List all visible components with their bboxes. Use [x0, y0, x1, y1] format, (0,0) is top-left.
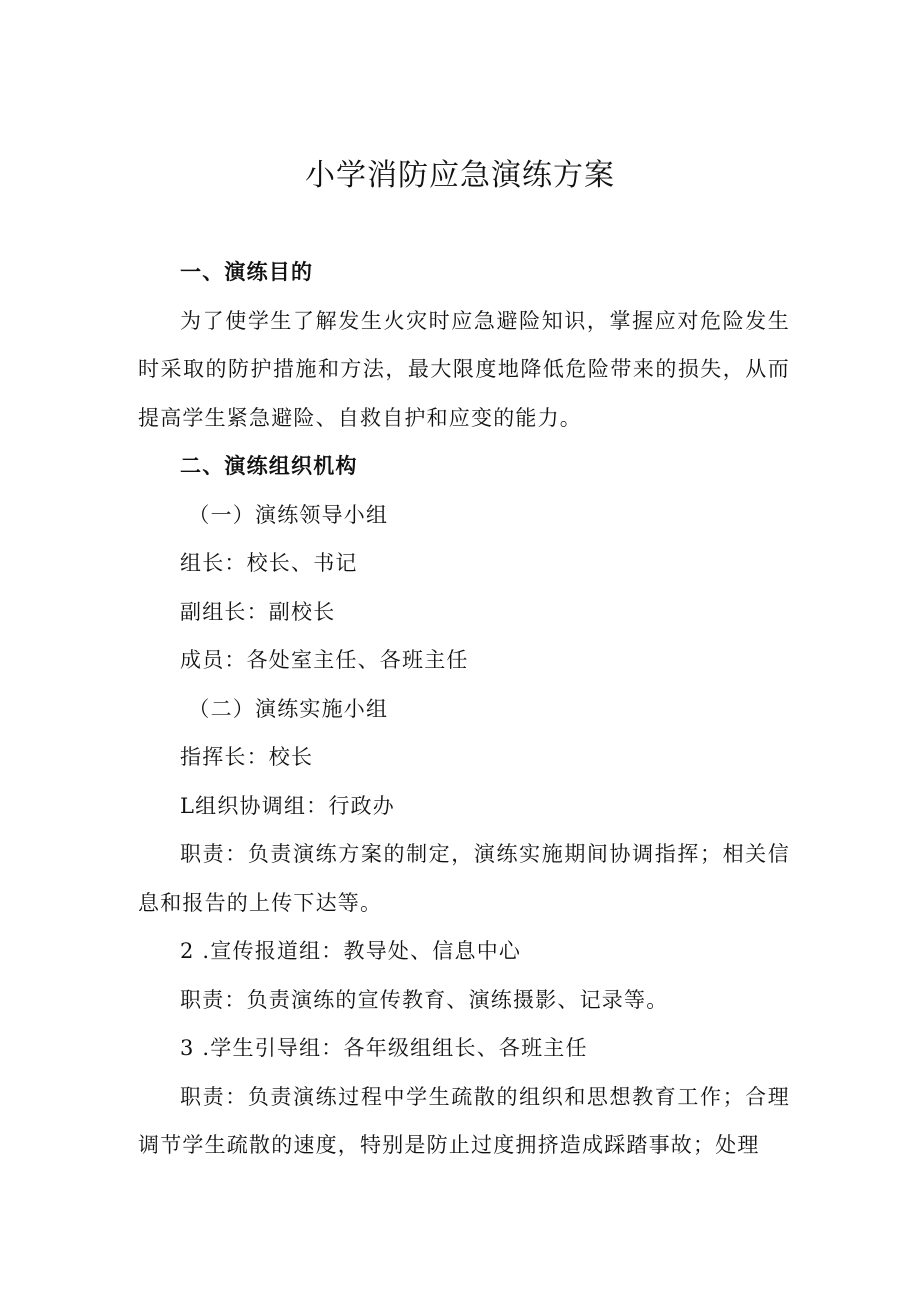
- deputy-leader-line: 副组长：副校长: [180, 599, 336, 624]
- section-heading-purpose: 一、演练目的: [180, 260, 314, 284]
- leader-line: 组长：校长、书记: [180, 551, 358, 575]
- subheading-implementation-group: （二）演练实施小组: [188, 696, 389, 721]
- publicity-duty-paragraph: 职责：负责演练的宣传教育、演练摄影、记录等。: [180, 987, 669, 1012]
- commander-line: 指挥长：校长: [180, 745, 314, 769]
- coordination-group-line: L组织协调组：行政办: [180, 793, 395, 818]
- student-guide-duty-paragraph: 职责：负责演练过程中学生疏散的组织和思想教育工作；合理调节学生疏散的速度，特别是防止过度拥挤造成踩踏事故；处理: [138, 1084, 790, 1157]
- purpose-paragraph: 为了使学生了解发生火灾时应急避险知识，掌握应对危险发生时采取的防护措施和方法，最大限度地降低危险带来的损失，从而提高学生紧急避险、自救自护和应变的能力。: [138, 308, 790, 430]
- student-guide-group-line: 3 .学生引导组：各年级组组长、各班主任: [180, 1036, 588, 1060]
- document-title: 小学消防应急演练方案: [305, 158, 615, 193]
- section-heading-organization: 二、演练组织机构: [180, 454, 358, 478]
- document-body: [138, 248, 790, 1170]
- subheading-leadership-group: （一）演练领导小组: [188, 502, 389, 527]
- coordination-duty-paragraph: 职责：负责演练方案的制定，演练实施期间协调指挥；相关信息和报告的上传下达等。: [138, 842, 790, 915]
- publicity-group-line: 2 .宣传报道组：教导处、信息中心: [180, 939, 522, 963]
- members-line: 成员：各处室主任、各班主任: [180, 648, 469, 672]
